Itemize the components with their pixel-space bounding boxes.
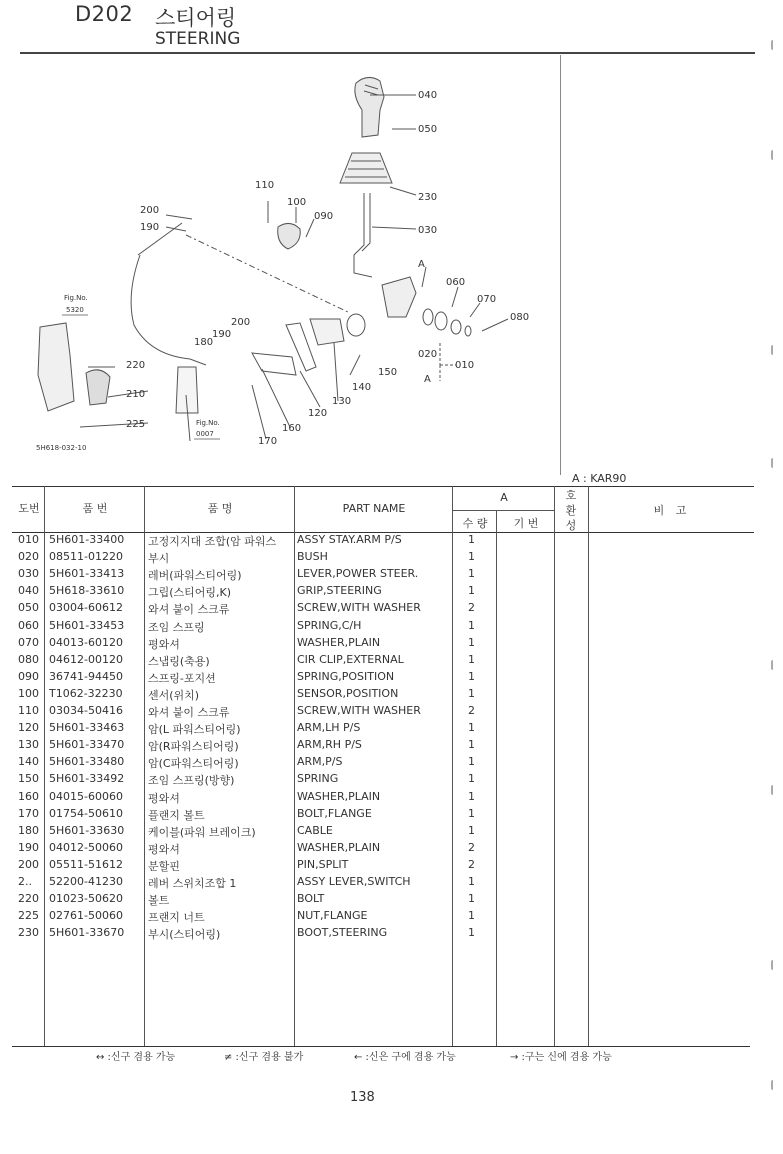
legend-old-to-new: → :구는 신에 겸용 가능 <box>510 1052 612 1063</box>
callout-020: 020 <box>418 349 438 360</box>
row-number: 010 <box>18 533 39 546</box>
callout-225: 225 <box>126 419 146 430</box>
header-part-no: 품 번 <box>82 502 108 515</box>
row-quantity: 1 <box>468 823 475 837</box>
row-part-number: 5H618-33610 <box>49 584 125 598</box>
row-name-korean: 센서(위치) <box>148 688 200 702</box>
row-part-name: CIR CLIP,EXTERNAL <box>297 652 404 666</box>
row-part-number: 01754-50610 <box>49 806 123 820</box>
row-name-korean: 부시 <box>148 552 170 566</box>
callout-070: 070 <box>477 294 497 305</box>
table-row <box>0 738 783 755</box>
row-part-number: 5H601-33453 <box>49 618 125 632</box>
row-quantity: 1 <box>468 686 475 700</box>
row-part-name: BOLT,FLANGE <box>297 806 372 820</box>
fig-ref-2-line2: 0007 <box>196 430 214 438</box>
row-part-number: 5H601-33630 <box>49 823 125 837</box>
row-part-name: NUT,FLANGE <box>297 909 368 923</box>
row-number: 2.. <box>18 875 32 888</box>
row-part-number: 5H601-33470 <box>49 738 125 752</box>
row-quantity: 1 <box>468 789 475 803</box>
table-row <box>0 790 783 807</box>
header-rule <box>20 52 755 54</box>
row-part-name: SPRING <box>297 772 339 786</box>
table-row <box>0 584 783 601</box>
row-name-korean: 평와셔 <box>148 791 180 805</box>
callout-a-upper: A <box>418 259 425 270</box>
callout-160: 160 <box>282 423 302 434</box>
row-name-korean: 레버 스위치조합 1 <box>148 877 237 890</box>
row-quantity: 2 <box>468 704 475 717</box>
table-row <box>0 841 783 858</box>
page-code: D202 <box>75 2 134 26</box>
header-qty: 수 량 <box>462 517 488 530</box>
row-name-korean: 와셔 붙이 스크류 <box>148 603 230 617</box>
row-part-number: 02761-50060 <box>49 909 123 923</box>
row-part-name: BOLT <box>297 892 325 906</box>
row-part-name: BOOT,STEERING <box>297 926 388 940</box>
row-part-name: ARM,RH P/S <box>297 738 362 752</box>
row-name-korean: 스냅링(축용) <box>148 654 210 668</box>
row-part-number: 5H601-33492 <box>49 772 125 786</box>
row-name-korean: 평와셔 <box>148 637 180 651</box>
row-quantity: 1 <box>468 635 475 649</box>
table-row <box>0 636 783 653</box>
row-name-korean: 프랜지 너트 <box>148 911 205 925</box>
callout-210: 210 <box>126 389 146 400</box>
table-row <box>0 704 783 721</box>
row-quantity: 1 <box>468 926 475 940</box>
table-subheader-rule <box>452 510 554 511</box>
row-quantity: 1 <box>468 584 475 598</box>
table-row <box>0 875 783 892</box>
row-number: 190 <box>18 840 39 854</box>
row-part-name: ASSY STAY.ARM P/S <box>297 533 402 546</box>
legend-not-compatible: ≠ :신구 겸용 불가 <box>224 1052 304 1063</box>
row-number: 120 <box>18 721 39 735</box>
row-part-name: GRIP,STEERING <box>297 584 382 598</box>
row-number: 090 <box>18 669 39 683</box>
row-name-korean: 평와셔 <box>148 842 180 856</box>
row-number: 100 <box>18 686 39 700</box>
row-part-name: SPRING,POSITION <box>297 669 395 683</box>
row-number: 080 <box>18 652 39 666</box>
row-quantity: 1 <box>468 772 475 786</box>
table-row <box>0 755 783 772</box>
callout-230: 230 <box>418 192 438 203</box>
row-number: 200 <box>18 857 39 871</box>
row-name-korean: 조임 스프링(방향) <box>148 774 235 788</box>
row-part-name: SCREW,WITH WASHER <box>297 704 421 717</box>
binder-mark <box>771 1080 781 1090</box>
row-number: 220 <box>18 892 39 906</box>
binder-mark <box>771 458 781 468</box>
binder-mark <box>771 345 781 355</box>
row-part-name: BUSH <box>297 550 328 564</box>
callout-040: 040 <box>418 90 438 101</box>
header-part-name: PART NAME <box>342 502 406 515</box>
row-quantity: 1 <box>468 533 475 546</box>
table-row <box>0 909 783 926</box>
binder-mark <box>771 40 781 50</box>
row-part-name: SCREW,WITH WASHER <box>297 601 421 615</box>
row-quantity: 1 <box>468 738 475 752</box>
row-part-number: 05511-51612 <box>49 857 123 871</box>
binder-mark <box>771 960 781 970</box>
table-top-rule <box>12 486 754 487</box>
parts-table-body <box>0 533 783 943</box>
callout-110: 110 <box>255 180 275 191</box>
callout-220: 220 <box>126 360 146 371</box>
page-number: 138 <box>350 1090 375 1105</box>
row-part-number: 5H601-33400 <box>49 533 125 546</box>
row-part-number: 04012-50060 <box>49 840 123 854</box>
row-quantity: 1 <box>468 875 475 888</box>
fig-ref-2-line1: Fig.No. <box>196 419 220 427</box>
variant-note: A : KAR90 <box>572 472 627 485</box>
header-no: 도번 <box>18 502 40 515</box>
table-row <box>0 533 783 550</box>
row-number: 020 <box>18 550 39 564</box>
row-part-name: LEVER,POWER STEER. <box>297 567 419 581</box>
row-part-number: 01023-50620 <box>49 892 123 906</box>
callout-060: 060 <box>446 277 466 288</box>
row-quantity: 1 <box>468 550 475 564</box>
row-part-number: 5H601-33480 <box>49 755 125 769</box>
row-quantity: 1 <box>468 721 475 735</box>
row-part-name: ASSY LEVER,SWITCH <box>297 875 411 888</box>
row-part-number: 52200-41230 <box>49 875 123 888</box>
row-part-name: WASHER,PLAIN <box>297 840 381 854</box>
table-row <box>0 670 783 687</box>
table-row <box>0 772 783 789</box>
row-name-korean: 스프링-포지션 <box>148 671 216 685</box>
row-number: 030 <box>18 567 39 581</box>
row-part-name: SPRING,C/H <box>297 618 362 632</box>
row-name-korean: 레버(파워스티어링) <box>148 569 242 583</box>
row-part-number: 04015-60060 <box>49 789 123 803</box>
row-quantity: 1 <box>468 892 475 906</box>
row-part-number: 03004-60612 <box>49 601 123 615</box>
binder-mark <box>771 785 781 795</box>
row-name-korean: 볼트 <box>148 894 170 908</box>
exploded-parts-diagram <box>0 55 560 475</box>
fig-ref-1-line1: Fig.No. <box>64 294 88 302</box>
page-title-korean: 스티어링 <box>155 6 237 30</box>
row-quantity: 1 <box>468 618 475 632</box>
table-row <box>0 653 783 670</box>
row-quantity: 1 <box>468 806 475 820</box>
row-number: 050 <box>18 601 39 615</box>
row-part-name: ARM,P/S <box>297 755 343 769</box>
header-remarks: 비 고 <box>653 504 691 517</box>
row-part-name: PIN,SPLIT <box>297 857 349 871</box>
callout-170: 170 <box>258 436 278 447</box>
diagram-right-divider <box>560 55 561 475</box>
table-row <box>0 824 783 841</box>
callout-180: 180 <box>194 337 214 348</box>
row-number: 230 <box>18 926 39 940</box>
row-part-number: 04013-60120 <box>49 635 123 649</box>
binder-mark <box>771 660 781 670</box>
callout-200-lower: 200 <box>231 317 251 328</box>
table-row <box>0 926 783 943</box>
row-name-korean: 케이블(파워 브레이크) <box>148 825 256 839</box>
row-part-number: T1062-32230 <box>49 686 123 700</box>
callout-010: 010 <box>455 360 475 371</box>
row-part-name: WASHER,PLAIN <box>297 789 381 803</box>
row-number: 060 <box>18 618 39 632</box>
row-number: 180 <box>18 823 39 837</box>
row-quantity: 1 <box>468 652 475 666</box>
callout-030: 030 <box>418 225 438 236</box>
row-quantity: 1 <box>468 669 475 683</box>
row-quantity: 2 <box>468 857 475 871</box>
row-name-korean: 부시(스티어링) <box>148 928 221 942</box>
header-name-ko: 품 명 <box>207 502 233 515</box>
header-compat: 호환성 <box>565 489 577 532</box>
table-row <box>0 567 783 584</box>
row-number: 140 <box>18 755 39 769</box>
row-quantity: 1 <box>468 909 475 923</box>
row-name-korean: 고정지지대 조합(암 파워스 <box>148 535 277 548</box>
row-part-number: 03034-50416 <box>49 704 123 717</box>
row-number: 040 <box>18 584 39 598</box>
compatibility-legend <box>0 1048 783 1064</box>
row-name-korean: 암(C파워스티어링) <box>148 757 239 771</box>
binder-mark <box>771 150 781 160</box>
row-name-korean: 와셔 붙이 스크류 <box>148 706 230 719</box>
table-row <box>0 892 783 909</box>
header-group-a: A <box>500 491 508 504</box>
callout-190-upper: 190 <box>140 222 160 233</box>
callout-100: 100 <box>287 197 307 208</box>
callout-120: 120 <box>308 408 328 419</box>
row-quantity: 2 <box>468 840 475 854</box>
row-number: 070 <box>18 635 39 649</box>
callout-150: 150 <box>378 367 398 378</box>
row-number: 225 <box>18 909 39 923</box>
row-number: 160 <box>18 789 39 803</box>
callout-190-lower: 190 <box>212 329 232 340</box>
row-number: 110 <box>18 704 39 717</box>
fig-ref-1-line2: 5320 <box>66 306 84 314</box>
row-name-korean: 분할핀 <box>148 859 180 873</box>
callout-130: 130 <box>332 396 352 407</box>
row-part-number: 5H601-33413 <box>49 567 125 581</box>
row-part-number: 5H601-33463 <box>49 721 125 735</box>
row-quantity: 1 <box>468 567 475 581</box>
table-row <box>0 619 783 636</box>
row-name-korean: 암(R파워스티어링) <box>148 740 239 754</box>
legend-new-to-old: ← :신은 구에 겸용 가능 <box>354 1052 456 1063</box>
page-title-english: STEERING <box>155 29 241 49</box>
table-row <box>0 601 783 618</box>
callout-090: 090 <box>314 211 334 222</box>
row-name-korean: 플랜지 볼트 <box>148 808 205 822</box>
table-row <box>0 687 783 704</box>
row-name-korean: 조임 스프링 <box>148 620 205 634</box>
row-quantity: 2 <box>468 601 475 615</box>
row-part-number: 5H601-33670 <box>49 926 125 940</box>
row-quantity: 1 <box>468 755 475 769</box>
row-part-name: SENSOR,POSITION <box>297 686 399 700</box>
callout-140: 140 <box>352 382 372 393</box>
callout-050: 050 <box>418 124 438 135</box>
legend-both-ways: ↔ :신구 겸용 가능 <box>96 1052 176 1063</box>
row-number: 150 <box>18 772 39 786</box>
drawing-code: 5H618-032-10 <box>36 444 87 452</box>
row-name-korean: 그립(스티어링,K) <box>148 586 232 600</box>
row-part-name: CABLE <box>297 823 333 837</box>
row-part-name: ARM,LH P/S <box>297 721 361 735</box>
table-bottom-rule <box>12 1046 750 1047</box>
table-row <box>0 807 783 824</box>
row-part-number: 08511-01220 <box>49 550 123 564</box>
table-row <box>0 858 783 875</box>
table-row <box>0 721 783 738</box>
row-part-number: 04612-00120 <box>49 652 123 666</box>
row-part-number: 36741-94450 <box>49 669 123 683</box>
row-number: 170 <box>18 806 39 820</box>
callout-080: 080 <box>510 312 530 323</box>
header-base: 기 번 <box>513 517 539 530</box>
callout-a-lower: A <box>424 374 431 385</box>
row-name-korean: 암(L 파워스티어링) <box>148 723 241 737</box>
row-number: 130 <box>18 738 39 752</box>
row-part-name: WASHER,PLAIN <box>297 635 381 649</box>
callout-200-upper: 200 <box>140 205 160 216</box>
table-row <box>0 550 783 567</box>
